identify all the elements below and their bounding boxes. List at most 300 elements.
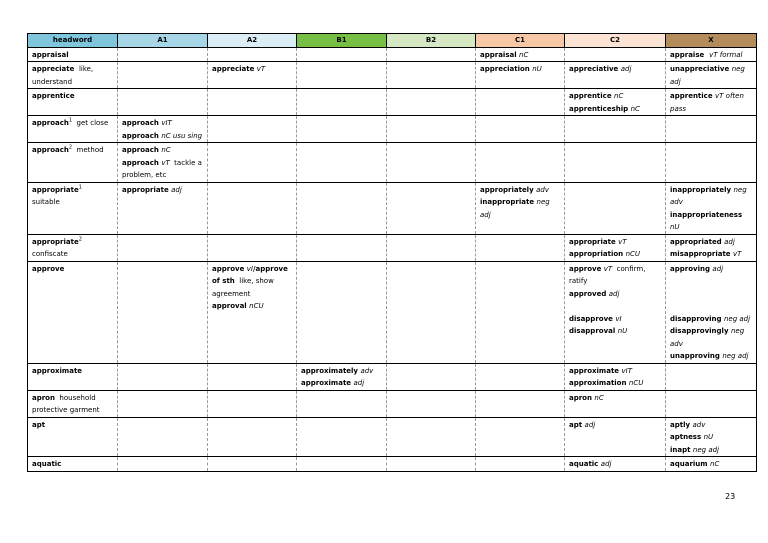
cell-x — [666, 457, 757, 472]
cell-line — [122, 144, 204, 157]
cell-a1 — [118, 261, 208, 363]
cell-x — [666, 261, 757, 363]
cell-line — [670, 275, 753, 288]
grammar-label: vT — [256, 65, 266, 73]
cell-line — [569, 90, 662, 103]
table-row — [28, 62, 757, 89]
cell-c2 — [565, 417, 666, 457]
column-header-a1: A1 — [118, 34, 208, 48]
word-form: approximate — [569, 366, 622, 375]
cell-headword — [28, 143, 118, 183]
table-row — [28, 182, 757, 234]
cell-c1 — [476, 417, 565, 457]
cell-c1 — [476, 116, 565, 143]
cell-line — [670, 338, 753, 351]
cell-a2 — [208, 143, 297, 183]
cell-line — [122, 184, 204, 197]
cell-line — [480, 209, 561, 222]
cell-line — [32, 90, 114, 103]
cell-line — [670, 444, 753, 457]
cell-a2 — [208, 261, 297, 363]
table-row — [28, 143, 757, 183]
table-row — [28, 116, 757, 143]
cell-line — [32, 248, 114, 261]
cell-line — [32, 458, 114, 471]
cell-c1 — [476, 47, 565, 62]
grammar-label: neg — [733, 185, 747, 194]
word-form: aptly — [670, 420, 693, 429]
word-form: inapt — [670, 445, 693, 454]
cell-line — [670, 196, 753, 209]
cell-c2 — [565, 62, 666, 89]
column-header-b2: B2 — [387, 34, 476, 48]
word-form: approach — [32, 146, 69, 154]
grammar-label: nC usu sing — [161, 131, 203, 140]
cell-c2 — [565, 390, 666, 417]
grammar-label: adv — [670, 198, 683, 206]
gloss-text: method — [72, 146, 104, 154]
cell-line — [670, 313, 753, 326]
cell-line — [670, 458, 753, 471]
cell-line — [301, 365, 383, 378]
grammar-label: adv — [360, 366, 374, 375]
column-header-b1: B1 — [297, 34, 387, 48]
cell-a1 — [118, 390, 208, 417]
grammar-label: nU — [532, 65, 542, 73]
cell-b1 — [297, 62, 387, 89]
word-form: /approve — [252, 264, 288, 273]
cell-line — [212, 275, 293, 288]
cell-b2 — [387, 47, 476, 62]
cell-headword — [28, 457, 118, 472]
cell-x — [666, 116, 757, 143]
grammar-label: vIT — [161, 119, 172, 127]
word-form: aptness — [670, 433, 704, 441]
cell-line — [569, 300, 662, 313]
sense-number: 1 — [78, 184, 82, 191]
cell-b1 — [297, 261, 387, 363]
word-form: disapproval — [569, 327, 618, 335]
word-form: inappropriately — [670, 185, 734, 194]
grammar-label: nC — [630, 104, 640, 113]
cell-a1 — [118, 457, 208, 472]
cell-line — [480, 63, 561, 76]
cell-line — [32, 196, 114, 209]
cell-c2 — [565, 182, 666, 234]
grammar-label: neg adj — [692, 445, 719, 454]
word-family-table-container — [27, 33, 756, 472]
word-form: approach — [32, 119, 69, 127]
cell-line — [670, 419, 753, 432]
cell-line — [670, 209, 753, 222]
cell-a2 — [208, 363, 297, 390]
word-form: approximate — [32, 366, 83, 375]
cell-headword — [28, 261, 118, 363]
cell-a2 — [208, 62, 297, 89]
cell-headword — [28, 390, 118, 417]
cell-line — [569, 313, 662, 326]
cell-b2 — [387, 62, 476, 89]
column-header-a2: A2 — [208, 34, 297, 48]
cell-line — [32, 144, 114, 157]
word-form: disapprovingly — [670, 327, 731, 335]
cell-b2 — [387, 143, 476, 183]
table-header-row — [28, 34, 757, 48]
cell-headword — [28, 363, 118, 390]
grammar-label: vT — [603, 264, 613, 273]
word-form: appropriate — [32, 185, 79, 194]
grammar-label: vI — [615, 314, 622, 323]
word-form: apron — [569, 393, 595, 402]
grammar-label: vT — [732, 250, 742, 258]
gloss-text: ratify — [569, 277, 588, 285]
word-form: approve — [569, 264, 604, 273]
grammar-label: nC — [614, 92, 624, 100]
cell-a1 — [118, 234, 208, 261]
cell-a2 — [208, 417, 297, 457]
cell-b1 — [297, 457, 387, 472]
cell-line — [122, 169, 204, 182]
cell-c1 — [476, 234, 565, 261]
word-form: appropriated — [670, 237, 725, 246]
word-form: appropriate — [122, 185, 172, 194]
word-form: appraisal — [480, 50, 520, 59]
table-row — [28, 417, 757, 457]
grammar-label: pass — [670, 104, 687, 113]
gloss-text: agreement — [212, 289, 251, 298]
grammar-label: nC — [710, 460, 720, 468]
cell-line — [569, 365, 662, 378]
word-family-table — [27, 33, 757, 472]
cell-headword — [28, 62, 118, 89]
grammar-label: nU — [617, 327, 628, 335]
cell-c2 — [565, 457, 666, 472]
cell-line — [212, 300, 293, 313]
grammar-label: nC — [519, 50, 529, 59]
cell-b1 — [297, 116, 387, 143]
cell-a2 — [208, 89, 297, 116]
grammar-label: vT formal — [709, 50, 743, 59]
cell-a1 — [118, 89, 208, 116]
column-header-c1: C1 — [476, 34, 565, 48]
grammar-label: nU — [703, 433, 714, 441]
gloss-text: protective garment — [32, 406, 100, 414]
cell-line — [670, 263, 753, 276]
cell-headword — [28, 89, 118, 116]
table-row — [28, 47, 757, 62]
word-form: approval — [212, 302, 250, 310]
word-form: approximately — [301, 366, 361, 375]
table-row — [28, 261, 757, 363]
grammar-label: neg — [730, 327, 745, 335]
cell-c1 — [476, 390, 565, 417]
column-header-headword: headword — [28, 34, 118, 48]
grammar-label: neg — [731, 65, 745, 73]
cell-line — [569, 63, 662, 76]
cell-line — [32, 49, 114, 62]
word-form: unapproving — [670, 352, 723, 360]
word-form: apprentice — [32, 92, 75, 100]
gloss-text: understand — [32, 77, 73, 86]
grammar-label: vT — [161, 158, 170, 167]
grammar-label: adj — [600, 460, 612, 468]
table-row — [28, 89, 757, 116]
word-form: appropriate — [569, 237, 619, 246]
grammar-label: nC — [594, 393, 604, 402]
cell-b1 — [297, 182, 387, 234]
cell-x — [666, 417, 757, 457]
cell-line — [32, 117, 114, 130]
cell-line — [569, 377, 662, 390]
cell-line — [670, 288, 753, 301]
cell-line — [32, 419, 114, 432]
cell-c2 — [565, 47, 666, 62]
cell-headword — [28, 417, 118, 457]
gloss-text: household — [54, 393, 96, 402]
word-form: approve — [32, 264, 65, 273]
word-form: approach — [122, 146, 162, 154]
cell-c2 — [565, 89, 666, 116]
cell-line — [569, 275, 662, 288]
cell-c2 — [565, 234, 666, 261]
sense-number: 2 — [78, 236, 82, 243]
word-form: approximation — [569, 379, 629, 387]
cell-line — [569, 458, 662, 471]
sense-number: 1 — [68, 117, 73, 124]
word-form: inappropriateness — [670, 210, 743, 219]
cell-b1 — [297, 417, 387, 457]
cell-b1 — [297, 234, 387, 261]
cell-line — [32, 236, 114, 249]
word-form: of sth — [212, 277, 235, 285]
cell-a2 — [208, 47, 297, 62]
cell-x — [666, 89, 757, 116]
cell-line — [122, 117, 204, 130]
word-form: apprentice — [670, 92, 716, 100]
grammar-label: adj — [670, 77, 681, 86]
cell-line — [212, 288, 293, 301]
cell-line — [212, 263, 293, 276]
cell-line — [670, 76, 753, 89]
grammar-label: nCU — [628, 379, 644, 387]
gloss-text: problem, etc — [122, 171, 167, 179]
cell-c1 — [476, 182, 565, 234]
grammar-label: neg adj — [723, 314, 751, 323]
word-form: aquarium — [670, 460, 711, 468]
grammar-label: nCU — [625, 250, 641, 258]
grammar-label: adj — [353, 379, 365, 387]
cell-headword — [28, 116, 118, 143]
word-form: appreciation — [480, 65, 533, 73]
grammar-label: vI — [246, 264, 253, 273]
cell-x — [666, 62, 757, 89]
cell-a1 — [118, 47, 208, 62]
table-row — [28, 457, 757, 472]
cell-c2 — [565, 261, 666, 363]
grammar-label: adj — [620, 65, 632, 73]
cell-line — [569, 419, 662, 432]
cell-line — [670, 49, 753, 62]
cell-b1 — [297, 143, 387, 183]
cell-line — [670, 103, 753, 116]
cell-line — [670, 248, 753, 261]
grammar-label: adj — [480, 210, 491, 219]
cell-a1 — [118, 62, 208, 89]
grammar-label: vT often — [715, 92, 744, 100]
cell-c1 — [476, 261, 565, 363]
word-form: approximate — [301, 379, 354, 387]
cell-x — [666, 143, 757, 183]
cell-x — [666, 234, 757, 261]
cell-c1 — [476, 363, 565, 390]
grammar-label: adv — [670, 339, 683, 348]
cell-line — [569, 103, 662, 116]
grammar-label: nC — [161, 146, 171, 154]
cell-b2 — [387, 182, 476, 234]
grammar-label: adj — [584, 420, 596, 429]
cell-b2 — [387, 116, 476, 143]
cell-line — [480, 184, 561, 197]
word-form: approved — [569, 289, 609, 298]
word-form: approach — [122, 119, 162, 127]
grammar-label: adv — [536, 185, 549, 194]
grammar-label: adj — [724, 237, 735, 246]
table-body — [28, 47, 757, 471]
cell-x — [666, 47, 757, 62]
cell-headword — [28, 234, 118, 261]
grammar-label: vIT — [621, 366, 632, 375]
gloss-text: confirm, — [612, 264, 646, 273]
cell-c2 — [565, 363, 666, 390]
cell-line — [32, 392, 114, 405]
word-form: apprenticeship — [569, 104, 631, 113]
cell-x — [666, 363, 757, 390]
cell-line — [670, 221, 753, 234]
grammar-label: neg — [536, 198, 550, 206]
cell-a2 — [208, 390, 297, 417]
gloss-text: tackle a — [169, 158, 202, 167]
cell-b1 — [297, 390, 387, 417]
cell-line — [122, 157, 204, 170]
word-form: appropriate — [32, 237, 79, 246]
cell-line — [670, 350, 753, 363]
cell-b2 — [387, 234, 476, 261]
grammar-label: adv — [692, 420, 706, 429]
word-form: apt — [32, 420, 46, 429]
gloss-text: suitable — [32, 198, 60, 206]
cell-line — [480, 49, 561, 62]
word-form: disapproving — [670, 314, 724, 323]
grammar-label: nU — [670, 223, 680, 231]
grammar-label: vT — [618, 237, 627, 246]
gloss-text: like, show — [234, 277, 274, 285]
cell-a1 — [118, 116, 208, 143]
cell-line — [32, 404, 114, 417]
cell-c1 — [476, 62, 565, 89]
word-form: appraisal — [32, 50, 69, 59]
cell-line — [212, 63, 293, 76]
cell-line — [32, 76, 114, 89]
table-row — [28, 363, 757, 390]
cell-a2 — [208, 116, 297, 143]
cell-line — [569, 248, 662, 261]
word-form: appraise — [670, 50, 710, 59]
word-form: approve — [212, 264, 247, 273]
word-form: aquatic — [569, 460, 601, 468]
word-form: unappreciative — [670, 65, 732, 73]
cell-line — [32, 184, 114, 197]
cell-x — [666, 390, 757, 417]
grammar-label: nCU — [249, 302, 264, 310]
cell-b1 — [297, 363, 387, 390]
cell-line — [569, 392, 662, 405]
grammar-label: adj — [171, 185, 182, 194]
cell-b2 — [387, 261, 476, 363]
cell-b1 — [297, 47, 387, 62]
cell-line — [480, 196, 561, 209]
cell-b2 — [387, 417, 476, 457]
cell-line — [670, 300, 753, 313]
cell-line — [32, 263, 114, 276]
cell-a1 — [118, 182, 208, 234]
cell-b1 — [297, 89, 387, 116]
grammar-label: adj — [712, 264, 724, 273]
cell-line — [670, 63, 753, 76]
sense-number: 2 — [68, 144, 73, 151]
word-form: misappropriate — [670, 250, 733, 258]
grammar-label: neg adj — [722, 352, 749, 360]
cell-line — [670, 431, 753, 444]
cell-line — [670, 90, 753, 103]
cell-line — [301, 377, 383, 390]
column-header-c2: C2 — [565, 34, 666, 48]
cell-a2 — [208, 457, 297, 472]
cell-headword — [28, 47, 118, 62]
cell-line — [670, 236, 753, 249]
grammar-label: adj — [608, 289, 620, 298]
word-form: apprentice — [569, 92, 615, 100]
cell-headword — [28, 182, 118, 234]
cell-a1 — [118, 417, 208, 457]
cell-line — [569, 325, 662, 338]
gloss-text: confiscate — [32, 250, 68, 258]
cell-line — [32, 63, 114, 76]
cell-b2 — [387, 457, 476, 472]
cell-c1 — [476, 457, 565, 472]
cell-line — [569, 288, 662, 301]
column-header-x: X — [666, 34, 757, 48]
cell-line — [122, 130, 204, 143]
gloss-text: get close — [72, 119, 109, 127]
cell-line — [569, 236, 662, 249]
cell-a1 — [118, 363, 208, 390]
cell-b2 — [387, 89, 476, 116]
page-number: 23 — [725, 492, 736, 501]
cell-c2 — [565, 116, 666, 143]
cell-line — [670, 325, 753, 338]
word-form: disapprove — [569, 314, 616, 323]
word-form: apt — [569, 420, 585, 429]
word-form: inappropriate — [480, 198, 537, 206]
cell-line — [670, 184, 753, 197]
word-form: aquatic — [32, 460, 62, 468]
cell-a2 — [208, 182, 297, 234]
word-form: appreciative — [569, 65, 621, 73]
cell-c1 — [476, 143, 565, 183]
word-form: appropriation — [569, 250, 626, 258]
gloss-text: like, — [76, 65, 94, 73]
table-row — [28, 234, 757, 261]
